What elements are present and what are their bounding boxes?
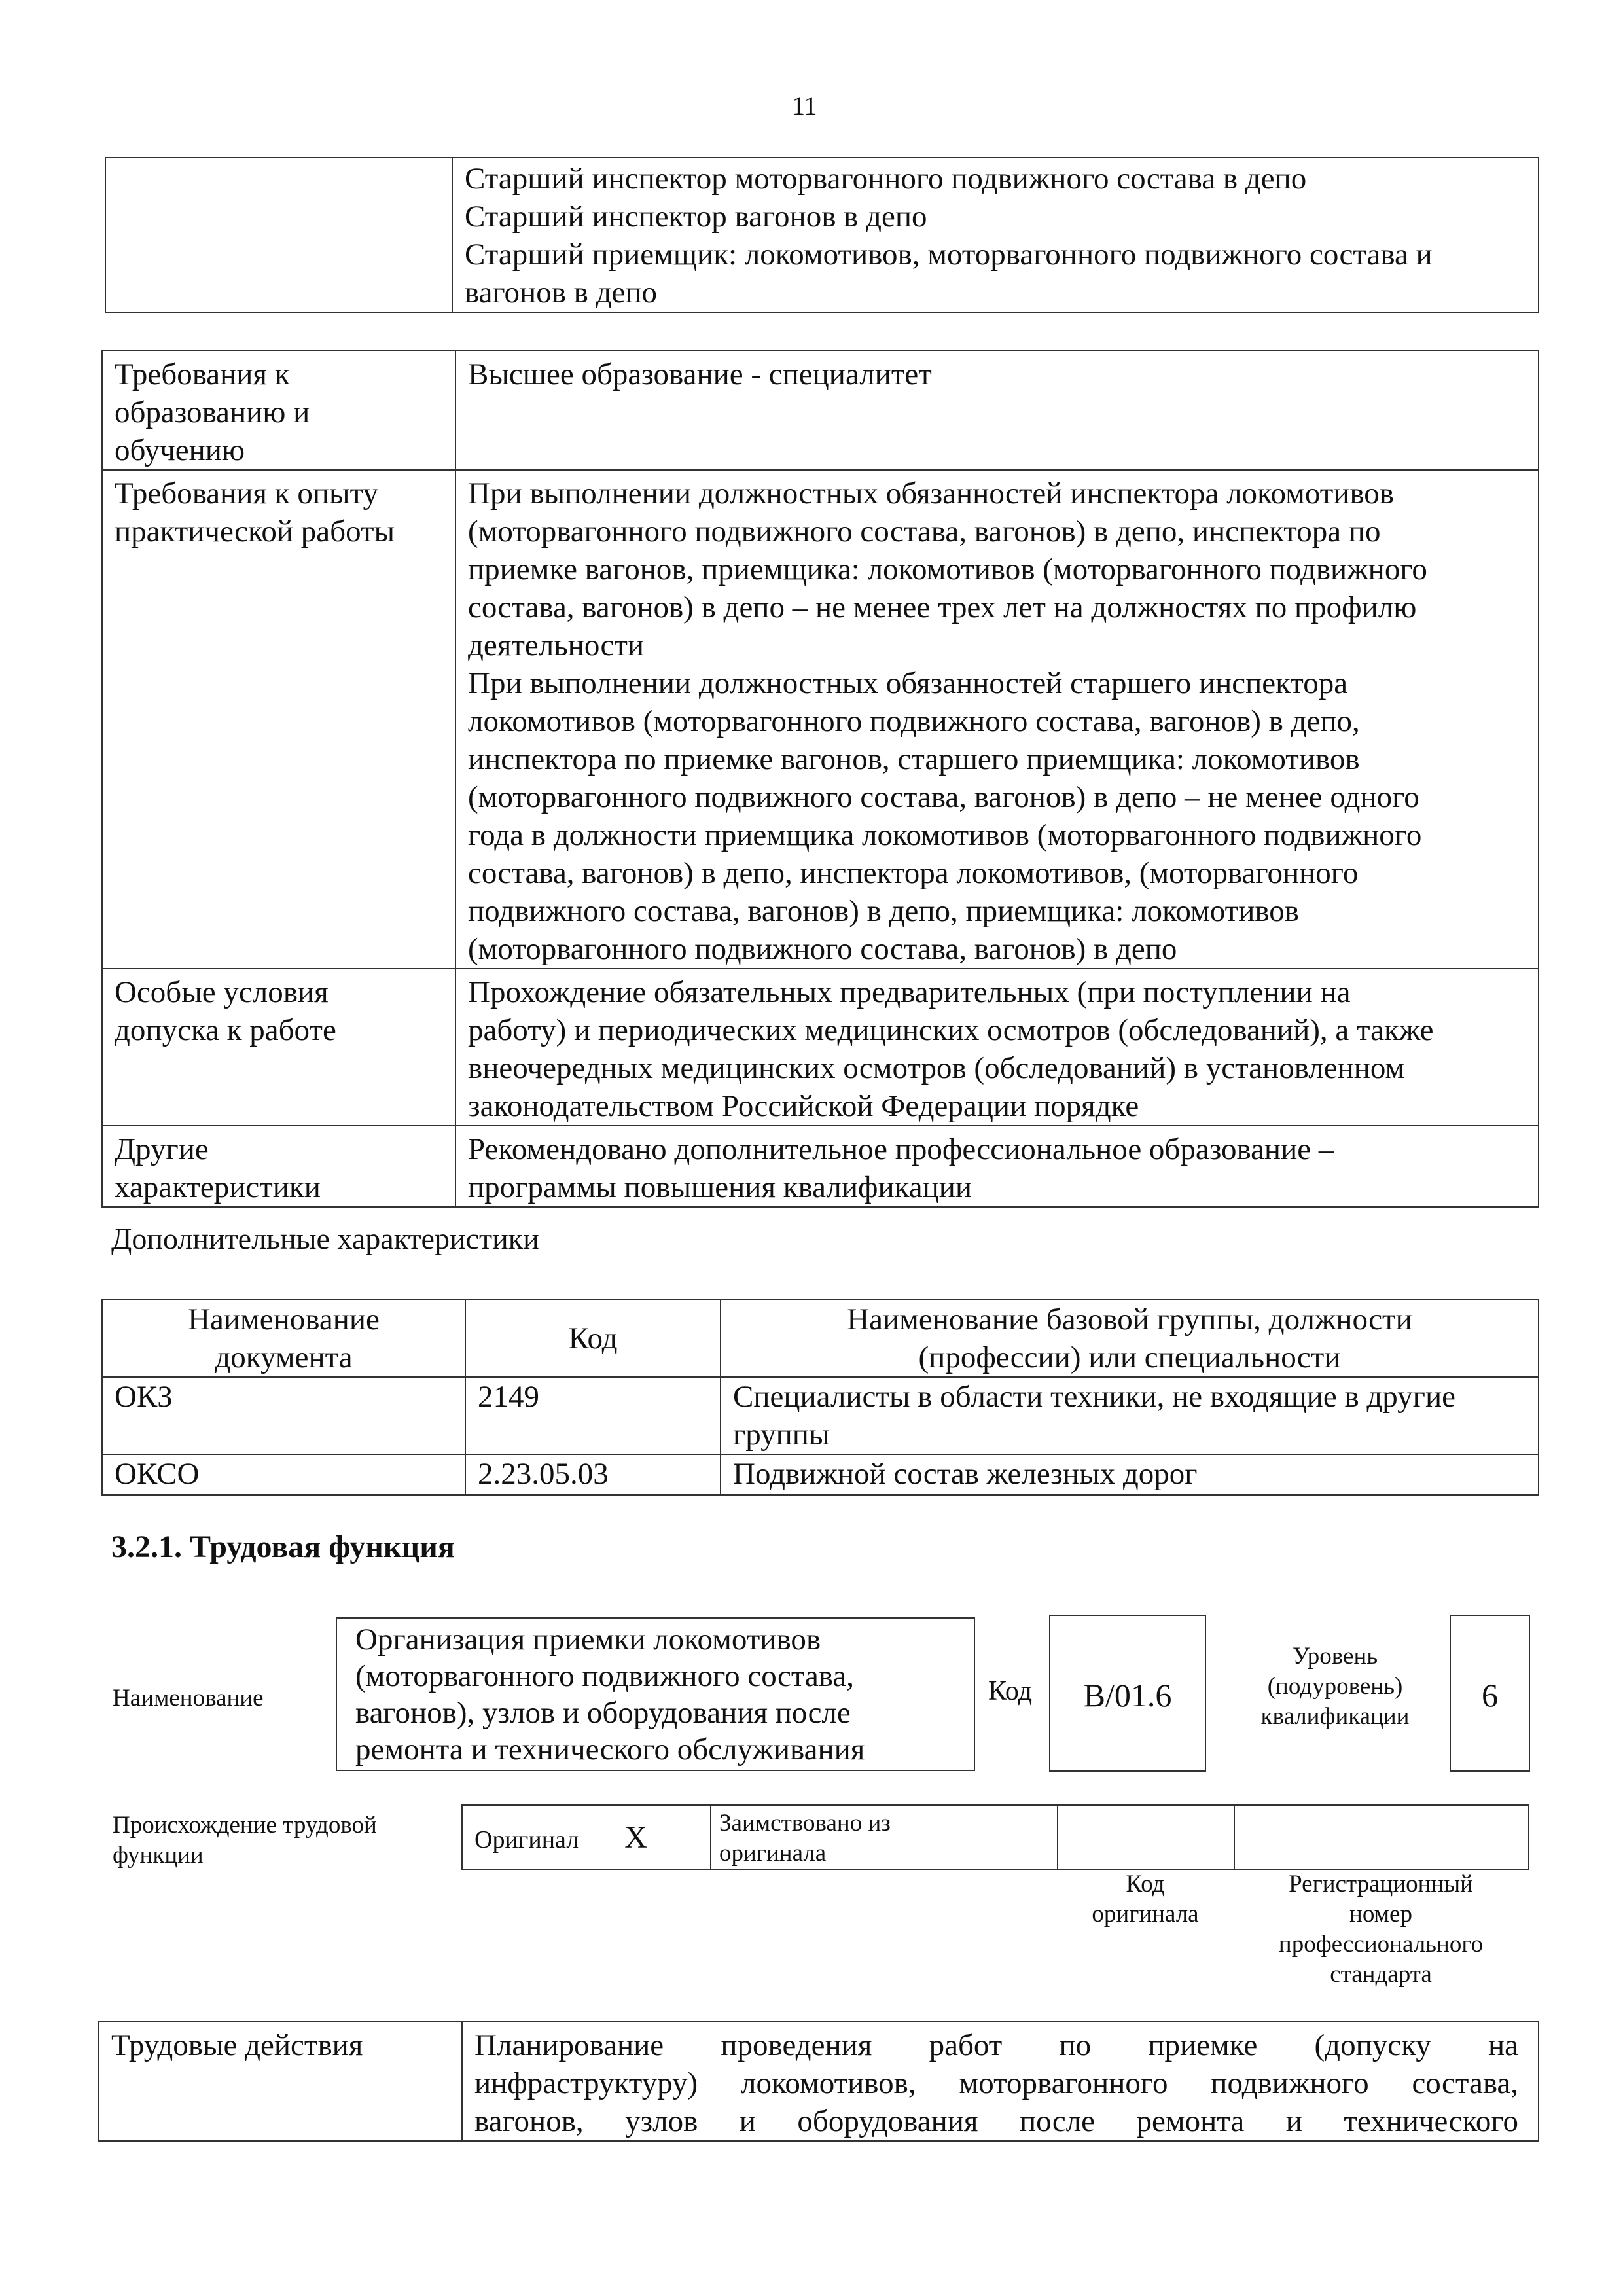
original-mark: X bbox=[624, 1820, 647, 1855]
extra-header-name: Наименование базовой группы, должности (профессии) или специальности bbox=[721, 1300, 1539, 1377]
position-line: вагонов в депо bbox=[465, 276, 658, 310]
experience-line: деятельности bbox=[468, 628, 645, 662]
experience-line: состава, вагонов) в депо, инспектора локомотивов, (моторвагонного bbox=[468, 856, 1359, 890]
other-label: Другие bbox=[115, 1132, 209, 1166]
experience-value-cell bbox=[455, 470, 1539, 969]
other-label: характеристики bbox=[115, 1170, 321, 1204]
positions-table bbox=[105, 157, 1539, 313]
conditions-label: допуска к работе bbox=[115, 1013, 336, 1047]
registration-number-caption: Регистрационный номер профессионального стандарта bbox=[1278, 1871, 1484, 1988]
original-code-caption: Код оригинала bbox=[1092, 1871, 1199, 1928]
section-title: 3.2.1. Трудовая функция bbox=[111, 1530, 455, 1564]
positions-cell bbox=[452, 158, 1539, 312]
function-name-box: Организация приемки локомотивов (моторвагонного подвижного состава, вагонов), узлов и оборудования после ремонта и технического обслуживания bbox=[336, 1617, 975, 1771]
education-label: обучению bbox=[115, 433, 245, 467]
extra-header-code: Код bbox=[465, 1300, 721, 1377]
experience-line: При выполнении должностных обязанностей инспектора локомотивов bbox=[468, 476, 1394, 511]
action-line: вагонов, узлов и оборудования после ремонта и технического bbox=[474, 2104, 1518, 2138]
borrowed-cell: Заимствовано из оригинала bbox=[711, 1805, 1058, 1869]
conditions-value-cell bbox=[455, 969, 1539, 1126]
original-cell: Оригинал X bbox=[462, 1805, 711, 1869]
extra-table bbox=[101, 1299, 1539, 1496]
experience-line: приемке вагонов, приемщика: локомотивов (моторвагонного подвижного bbox=[468, 552, 1427, 586]
table-row-doc: ОКЗ bbox=[102, 1377, 465, 1454]
position-line: Старший инспектор моторвагонного подвижного состава в депо bbox=[465, 162, 1307, 196]
function-code-label: Код bbox=[988, 1676, 1033, 1706]
conditions-line: работу) и периодических медицинских осмотров (обследований), а также bbox=[468, 1013, 1434, 1047]
function-name-label: Наименование bbox=[113, 1685, 264, 1712]
education-value: Высшее образование - специалитет bbox=[468, 357, 932, 391]
experience-label: Требования к опыту bbox=[115, 476, 379, 511]
conditions-label: Особые условия bbox=[115, 975, 329, 1009]
experience-line: (моторвагонного подвижного состава, вагонов) в депо – не менее одного bbox=[468, 780, 1419, 814]
other-line: программы повышения квалификации bbox=[468, 1170, 972, 1204]
action-line: Планирование проведения работ по приемке (допуску на bbox=[474, 2028, 1518, 2062]
function-code-box: B/01.6 bbox=[1049, 1615, 1206, 1772]
position-line: Старший инспектор вагонов в депо bbox=[465, 200, 927, 234]
registration-number-cell bbox=[1234, 1805, 1529, 1869]
experience-line: (моторвагонного подвижного состава, вагонов) в депо bbox=[468, 932, 1177, 966]
other-line: Рекомендовано дополнительное профессиональное образование – bbox=[468, 1132, 1334, 1166]
origin-table bbox=[461, 1804, 1529, 1870]
qualification-level-label: Уровень (подуровень) квалификации bbox=[1260, 1643, 1410, 1730]
requirements-table bbox=[101, 350, 1539, 1208]
experience-line: (моторвагонного подвижного состава, вагонов) в депо, инспектора по bbox=[468, 514, 1381, 548]
action-line: инфраструктуру) локомотивов, моторвагонного подвижного состава, bbox=[474, 2066, 1518, 2100]
position-line: Старший приемщик: локомотивов, моторвагонного подвижного состава и bbox=[465, 238, 1433, 272]
experience-line: состава, вагонов) в депо – не менее трех лет на должностях по профилю bbox=[468, 590, 1417, 624]
experience-line: локомотивов (моторвагонного подвижного состава, вагонов) в депо, bbox=[468, 704, 1360, 738]
qualification-level-box: 6 bbox=[1450, 1615, 1530, 1772]
extra-header-doc: Наименование документа bbox=[102, 1300, 465, 1377]
table-row-code: 2.23.05.03 bbox=[465, 1454, 721, 1495]
other-value-cell bbox=[455, 1126, 1539, 1207]
table-row-name: Подвижной состав железных дорог bbox=[721, 1454, 1539, 1495]
experience-line: инспектора по приемке вагонов, старшего приемщика: локомотивов bbox=[468, 742, 1360, 776]
experience-line: года в должности приемщика локомотивов (моторвагонного подвижного bbox=[468, 818, 1422, 852]
positions-empty-cell bbox=[105, 158, 452, 312]
experience-line: При выполнении должностных обязанностей старшего инспектора bbox=[468, 666, 1348, 700]
page-number: 11 bbox=[792, 91, 817, 120]
original-code-cell bbox=[1058, 1805, 1234, 1869]
conditions-line: законодательством Российской Федерации порядке bbox=[468, 1089, 1139, 1123]
experience-label-cell bbox=[102, 470, 455, 969]
table-row-doc: ОКСО bbox=[102, 1454, 465, 1495]
conditions-line: внеочередных медицинских осмотров (обследований) в установленном bbox=[468, 1051, 1405, 1085]
other-label-cell bbox=[102, 1126, 455, 1207]
extra-title: Дополнительные характеристики bbox=[111, 1222, 539, 1255]
experience-label: практической работы bbox=[115, 514, 395, 548]
experience-line: подвижного состава, вагонов) в депо, приемщика: локомотивов bbox=[468, 894, 1299, 928]
conditions-line: Прохождение обязательных предварительных (при поступлении на bbox=[468, 975, 1351, 1009]
education-value-cell bbox=[455, 351, 1539, 470]
education-label-cell bbox=[102, 351, 455, 470]
actions-label-cell bbox=[99, 2022, 462, 2141]
origin-label: Происхождение трудовой функции bbox=[113, 1812, 377, 1869]
actions-value-cell bbox=[462, 2022, 1539, 2141]
conditions-label-cell bbox=[102, 969, 455, 1126]
actions-label: Трудовые действия bbox=[111, 2028, 363, 2062]
education-label: образованию и bbox=[115, 395, 310, 429]
table-row-name: Специалисты в области техники, не входящие в другие группы bbox=[721, 1377, 1539, 1454]
education-label: Требования к bbox=[115, 357, 290, 391]
actions-table bbox=[98, 2021, 1539, 2142]
table-row-code: 2149 bbox=[465, 1377, 721, 1454]
